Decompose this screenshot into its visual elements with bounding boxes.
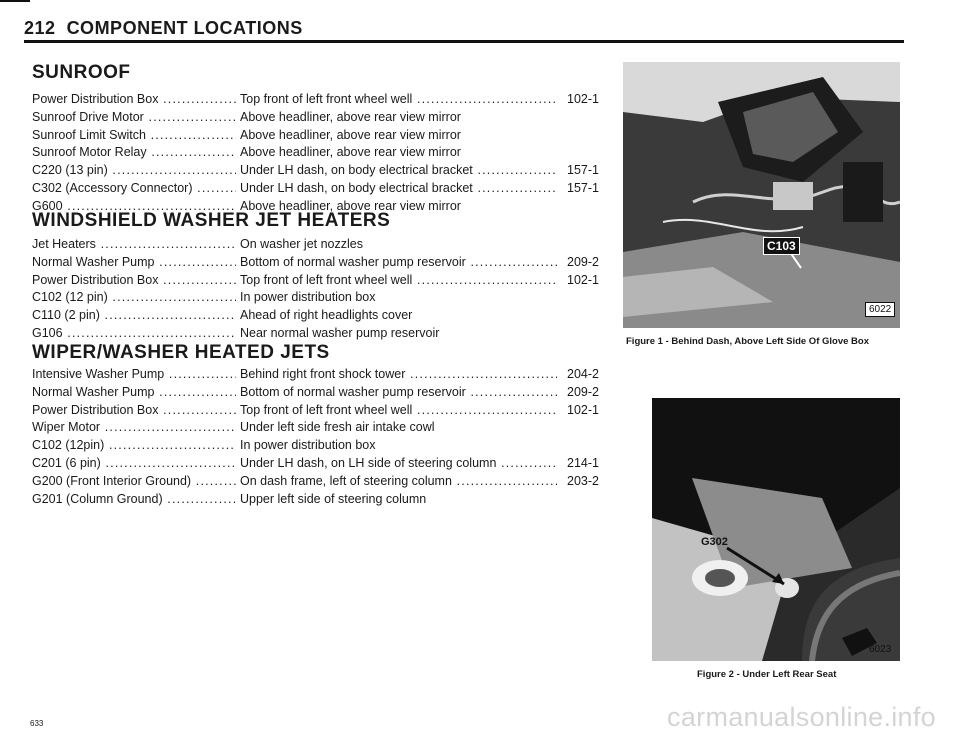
component-location: Near normal washer pump reservoir [240,325,440,340]
component-name: Normal Washer Pump ..... [32,254,236,272]
component-location: Bottom of normal washer pump reservoir ..... [240,384,558,402]
table-row [32,272,607,290]
figure-1-image [623,62,900,328]
figure-1-caption: Figure 1 - Behind Dash, Above Left Side Of Glove Box [626,336,869,347]
component-location: Upper left side of steering column [240,491,427,506]
component-name: G200 (Front Interior Ground) ..... [32,473,236,491]
component-location: Above headliner, above rear view mirror [240,109,461,124]
table-row [32,236,607,254]
figure-1-photo [623,62,900,328]
table-row [32,473,607,491]
page-reference[interactable]: 157-1 [557,180,599,198]
component-location: Under left side fresh air intake cowl [240,420,435,435]
table-row [32,491,607,509]
component-name: Power Distribution Box ..... [32,402,236,420]
component-name: Sunroof Motor Relay ..... [32,144,236,162]
component-name: C302 (Accessory Connector) ..... [32,180,236,198]
component-name: Normal Washer Pump ..... [32,384,236,402]
component-location: Above headliner, above rear view mirror [240,145,461,160]
section-title-sunroof: SUNROOF [32,62,131,83]
wiper-washer-heated-jets-table [32,366,607,508]
table-row [32,144,607,162]
table-row [32,289,607,307]
table-row [32,402,607,420]
component-name: G600 ..... [32,198,236,216]
component-location: Bottom of normal washer pump reservoir ..... [240,254,558,272]
component-name: C201 (6 pin) ..... [32,455,236,473]
component-name: C102 (12 pin) ..... [32,289,236,307]
table-row [32,162,607,180]
page-reference[interactable]: 102-1 [557,272,599,290]
component-name: G201 (Column Ground) ..... [32,491,236,509]
figure-2-image [652,398,900,661]
component-location: Above headliner, above rear view mirror [240,127,461,142]
component-name: Power Distribution Box ..... [32,91,236,109]
page-reference[interactable]: 209-2 [557,254,599,272]
component-name: C102 (12pin) ..... [32,437,236,455]
component-location: Top front of left front wheel well ..... [240,272,558,290]
table-row [32,366,607,384]
component-name: Intensive Washer Pump ..... [32,366,236,384]
table-row [32,325,607,343]
figure-2-caption: Figure 2 - Under Left Rear Seat [697,669,837,680]
header-rule [24,40,904,43]
page-reference[interactable]: 214-1 [557,455,599,473]
figure-2-number: 6023 [869,644,892,655]
page-reference[interactable]: 209-2 [557,384,599,402]
component-name: C110 (2 pin) ..... [32,307,236,325]
figure-1-number: 6022 [865,302,895,317]
component-location: In power distribution box [240,290,376,305]
table-row [32,127,607,145]
sunroof-table [32,91,607,216]
component-name: Sunroof Drive Motor ..... [32,109,236,127]
page-reference[interactable]: 203-2 [557,473,599,491]
corner-mark [0,0,30,2]
page-number: 633 [30,719,44,728]
component-location: Under LH dash, on body electrical bracket ..... [240,162,558,180]
section-title-wiper-washer-heated-jets: WIPER/WASHER HEATED JETS [32,342,330,363]
washer-jet-heaters-table [32,236,607,343]
table-row [32,254,607,272]
header-page-number: 212 [24,18,56,38]
page-reference[interactable]: 102-1 [557,91,599,109]
component-location: Top front of left front wheel well ..... [240,402,558,420]
component-name: C220 (13 pin) ..... [32,162,236,180]
table-row [32,437,607,455]
figure-2-photo [652,398,900,661]
component-location: Under LH dash, on body electrical bracket ..... [240,180,558,198]
table-row [32,109,607,127]
table-row [32,384,607,402]
component-name: G106 ..... [32,325,236,343]
header-title: COMPONENT LOCATIONS [66,18,303,38]
component-location: Above headliner, above rear view mirror [240,198,461,213]
component-location: Under LH dash, on LH side of steering column ..... [240,455,558,473]
table-row [32,91,607,109]
component-name: Wiper Motor ..... [32,419,236,437]
component-location: On washer jet nozzles [240,237,363,251]
figure-2-ground-label: G302 [701,536,728,548]
component-name: Jet Heaters ..... [32,236,236,254]
page-header [24,18,303,39]
table-row [32,455,607,473]
page-reference[interactable]: 157-1 [557,162,599,180]
component-location: Ahead of right headlights cover [240,308,413,323]
component-name: Power Distribution Box ..... [32,272,236,290]
component-location: Behind right front shock tower ..... [240,366,558,384]
component-location: In power distribution box [240,438,376,453]
component-location: On dash frame, left of steering column ..... [240,473,558,491]
watermark[interactable]: carmanualsonline.info [667,702,936,732]
section-title-washer-jet-heaters: WINDSHIELD WASHER JET HEATERS [32,210,391,231]
table-row [32,419,607,437]
component-name: Sunroof Limit Switch ..... [32,127,236,145]
page-reference[interactable]: 102-1 [557,402,599,420]
table-row [32,307,607,325]
page-reference[interactable]: 204-2 [557,366,599,384]
component-location: Top front of left front wheel well ..... [240,91,558,109]
figure-1-connector-label: C103 [763,237,800,255]
table-row [32,180,607,198]
